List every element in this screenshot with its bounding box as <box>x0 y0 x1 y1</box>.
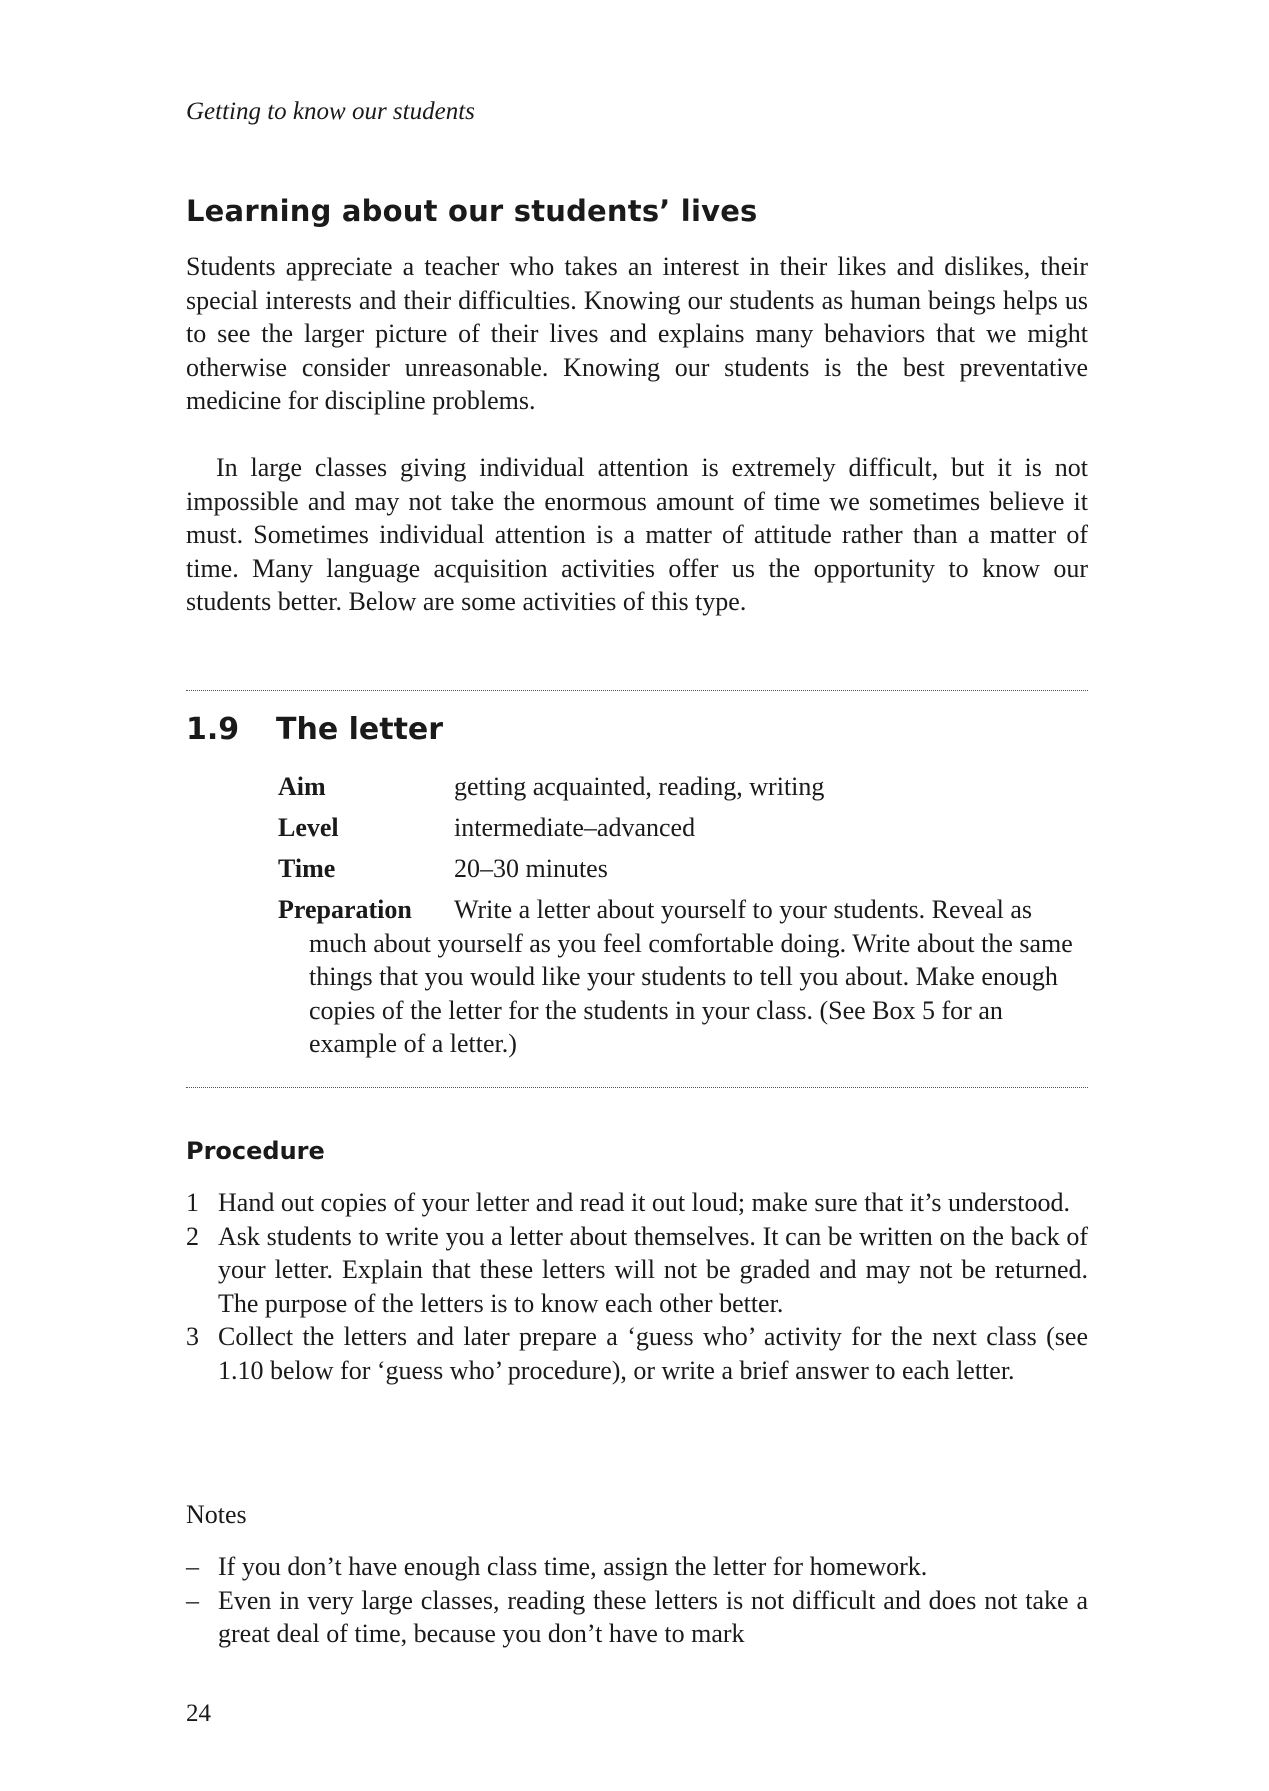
section-heading: Learning about our students’ lives <box>186 194 758 228</box>
divider-top <box>186 690 1088 691</box>
procedure-heading: Procedure <box>186 1137 325 1165</box>
procedure-list <box>186 1186 1088 1387</box>
meta-row-aim <box>278 770 824 804</box>
preparation-value: Write a letter about yourself to your students. Reveal as much about yourself as you feel comfortable doing. Write about the same things that you would like your students to tell you about. Make enough copies of the letter for the students in your class. (See Box 5 for an example of a letter.) <box>309 895 1073 1058</box>
preparation-label: Preparation <box>278 895 412 924</box>
meta-row-time <box>278 852 608 886</box>
level-label: Level <box>278 813 339 842</box>
page-number: 24 <box>186 1700 211 1727</box>
time-value: 20–30 minutes <box>454 854 608 883</box>
aim-value: getting acquainted, reading, writing <box>454 772 825 801</box>
aim-label: Aim <box>278 772 326 801</box>
time-label: Time <box>278 854 336 883</box>
note-dash: – <box>186 1552 199 1581</box>
step-text: Collect the letters and later prepare a ‘guess who’ activity for the next class (see 1.10 below for ‘guess who’ procedure), or write a brief answer to each letter. <box>218 1322 1088 1385</box>
note-text: If you don’t have enough class time, assign the letter for homework. <box>218 1552 928 1581</box>
procedure-step <box>186 1220 1088 1321</box>
book-page <box>186 0 1088 1791</box>
notes-list <box>186 1550 1088 1651</box>
running-head: Getting to know our students <box>186 98 475 125</box>
procedure-step <box>186 1320 1088 1387</box>
section-paragraph-2: In large classes giving individual attention is extremely difficult, but it is not impossible and may not take the enormous amount of time we sometimes believe it must. Sometimes individual attention is a matter of attitude rather than a matter of time. Many language acquisition activities offer us the opportunity to know our students better. Below are some activities of this type. <box>186 453 1088 616</box>
divider-bottom <box>186 1087 1088 1088</box>
step-number: 3 <box>186 1322 199 1351</box>
procedure-step <box>186 1186 1088 1220</box>
level-value: intermediate–advanced <box>454 813 696 842</box>
section-paragraph-1: Students appreciate a teacher who takes an interest in their likes and dislikes, their special interests and their difficulties. Knowing our students as human beings helps us to see the larger picture of their lives and explains many behaviors that we might otherwise consider unreasonable. Knowing our students is the best preventative medicine for discipline problems. <box>186 252 1088 415</box>
step-number: 2 <box>186 1221 199 1251</box>
note-item <box>186 1584 1088 1651</box>
notes-heading: Notes <box>186 1500 247 1529</box>
activity-heading <box>186 712 443 747</box>
activity-number: 1.9 <box>186 712 240 747</box>
step-text: Ask students to write you a letter about themselves. It can be written on the back of your letter. Explain that these letters will not be graded and may not be returned. The purpose of the letters is to know each other better. <box>218 1221 1088 1318</box>
meta-row-preparation <box>278 893 1088 1061</box>
step-text: Hand out copies of your letter and read it out loud; make sure that it’s understood. <box>218 1188 1071 1217</box>
note-item <box>186 1550 1088 1584</box>
activity-title: The letter <box>276 712 444 747</box>
note-text: Even in very large classes, reading these letters is not difficult and does not take a great deal of time, because you don’t have to mark <box>218 1585 1088 1648</box>
note-dash: – <box>186 1585 199 1615</box>
meta-row-level <box>278 811 695 845</box>
step-number: 1 <box>186 1188 199 1217</box>
